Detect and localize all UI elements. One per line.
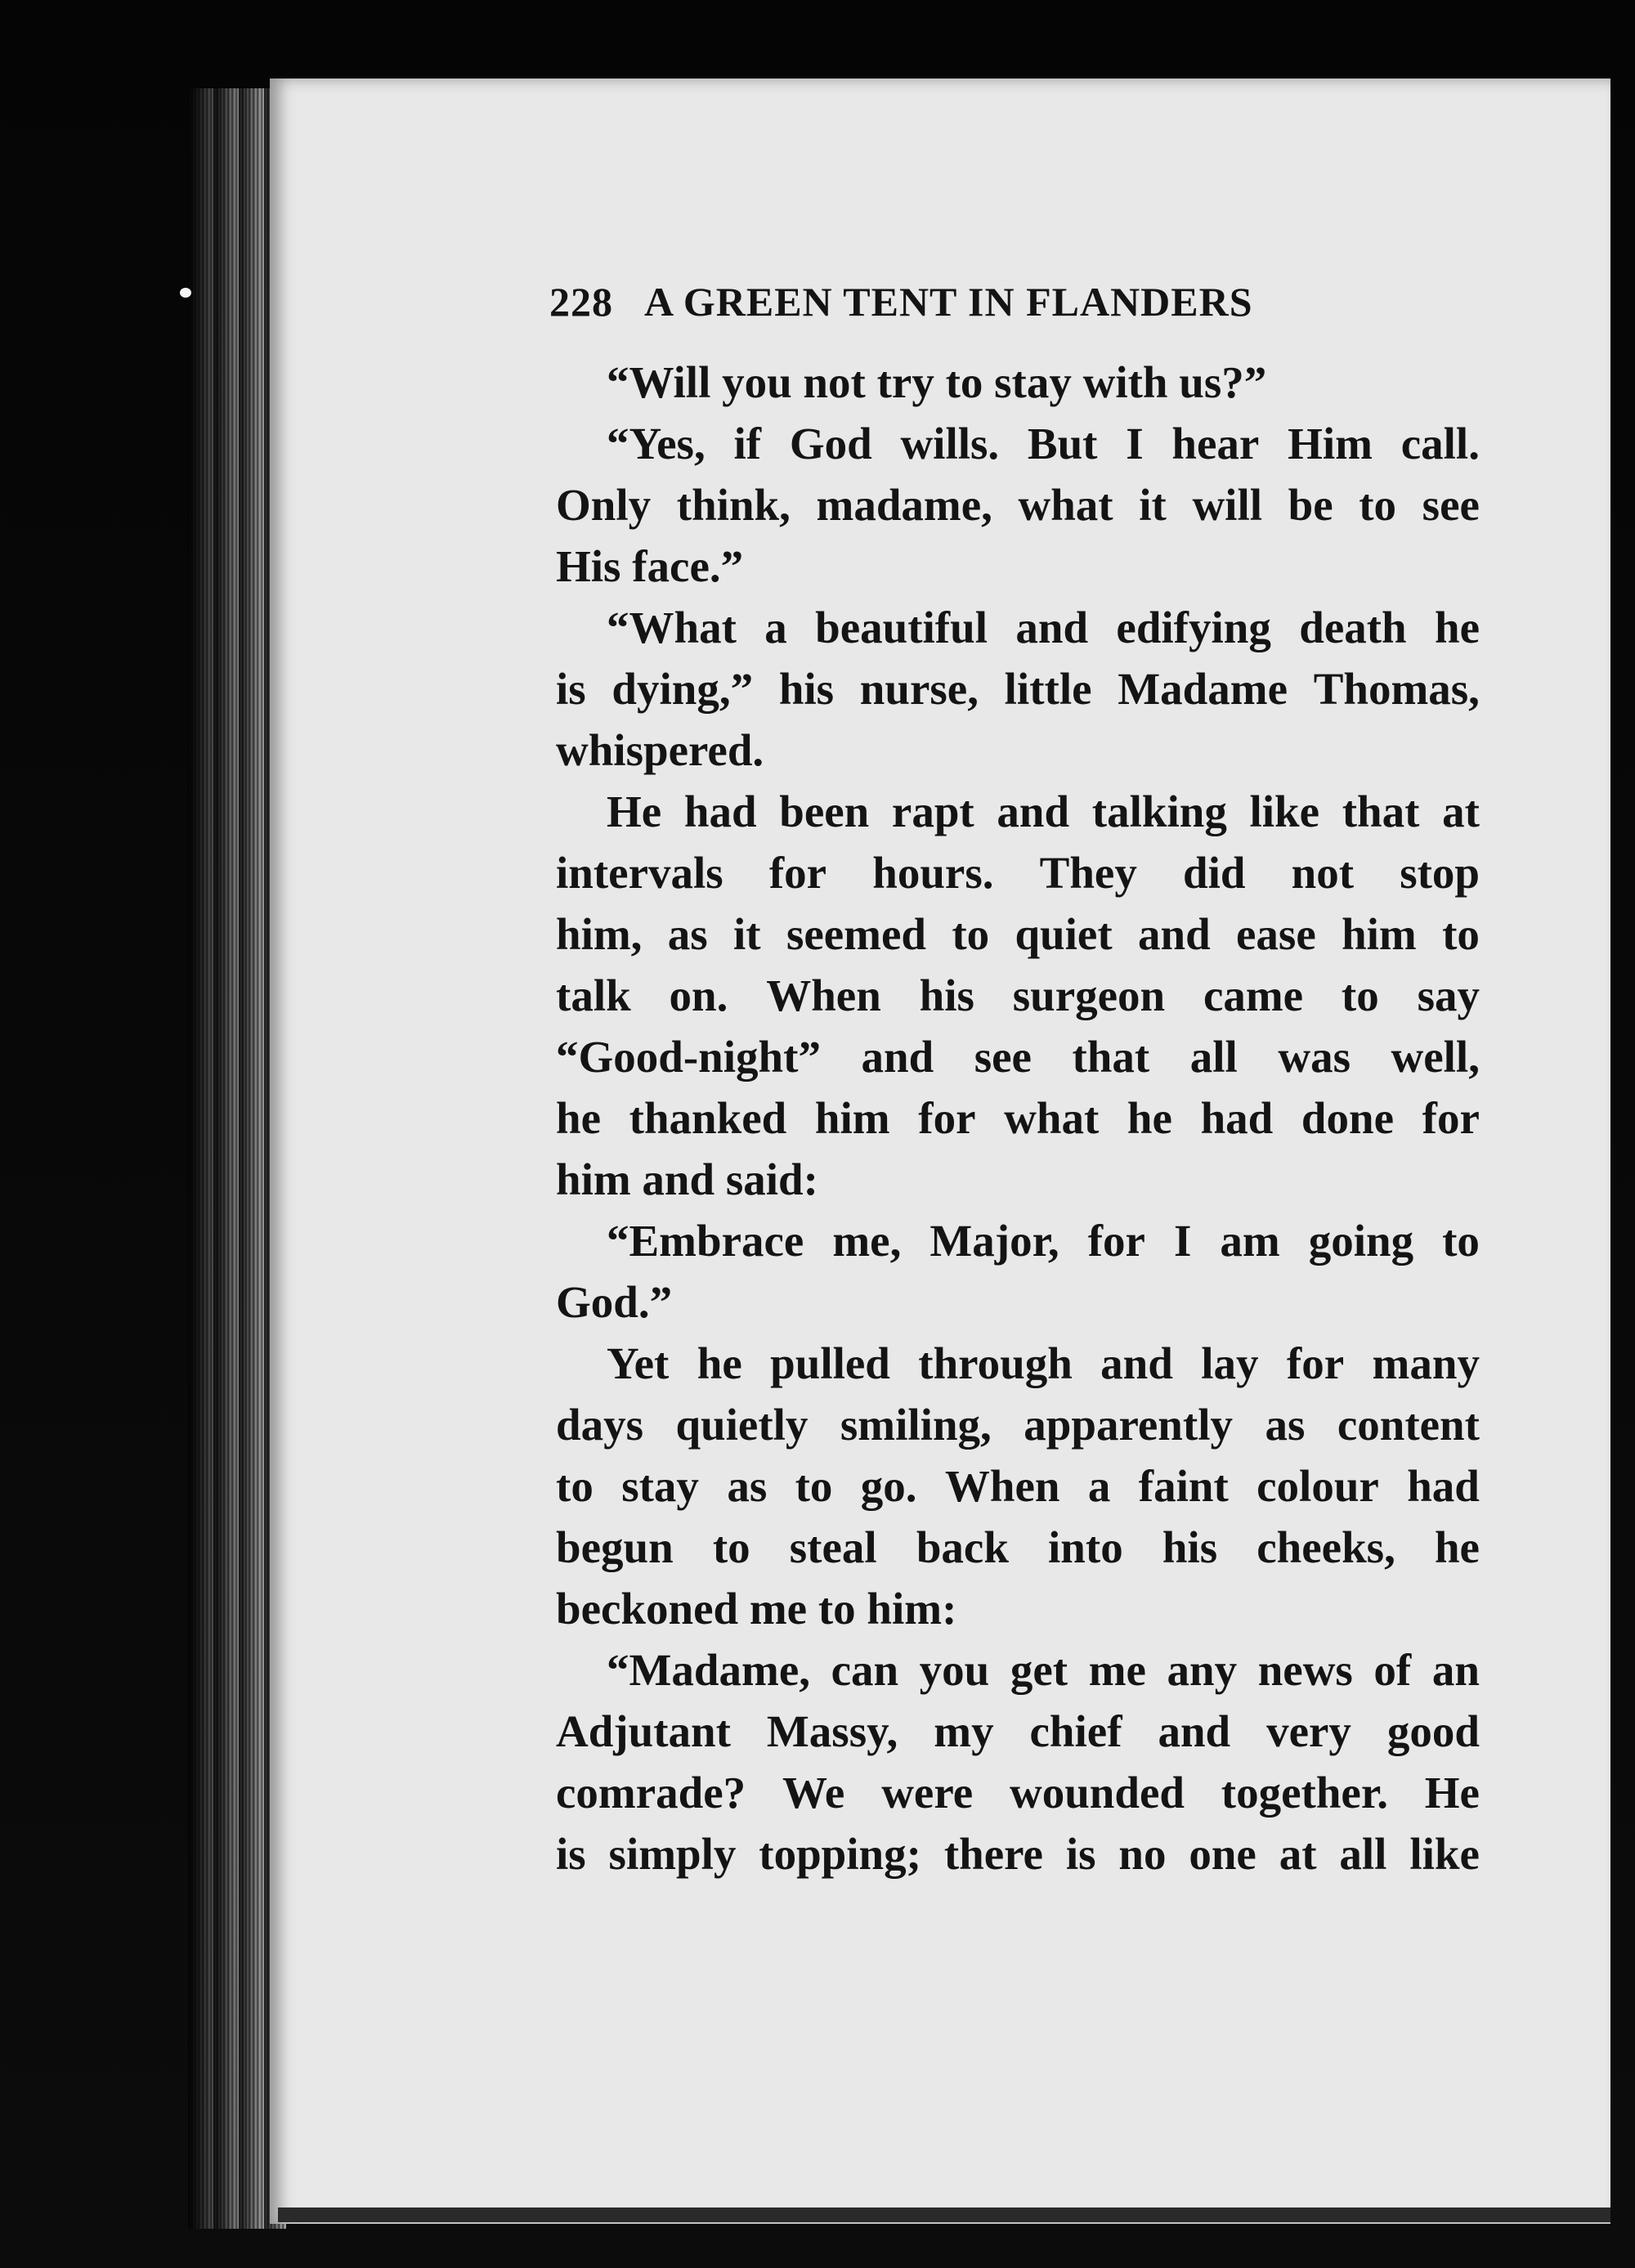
word: hours.	[872, 848, 994, 898]
word: Thomas,	[1313, 664, 1480, 714]
word: faint	[1138, 1461, 1229, 1511]
word: Yet	[607, 1338, 670, 1388]
word: to	[1442, 1216, 1480, 1266]
word: stop	[1400, 848, 1480, 898]
word: edifying	[1116, 603, 1271, 652]
word: quiet	[1015, 909, 1113, 959]
word: wills.	[900, 419, 1000, 468]
word: seemed	[786, 909, 926, 959]
word: well,	[1391, 1032, 1480, 1082]
word: Him	[1288, 419, 1373, 468]
text-line	[556, 1394, 1480, 1455]
word: it	[733, 909, 761, 959]
word: a	[1087, 1461, 1111, 1511]
word: see	[1422, 480, 1480, 530]
text-line: beckoned me to him:	[556, 1584, 957, 1634]
word: came	[1203, 970, 1304, 1020]
word: Madame	[1118, 664, 1288, 714]
word: there	[943, 1829, 1043, 1879]
word: going	[1308, 1216, 1414, 1266]
word: God	[789, 419, 872, 468]
word: lay	[1201, 1338, 1259, 1388]
word: hear	[1171, 419, 1260, 468]
word: Massy,	[766, 1706, 898, 1756]
word: and	[1137, 909, 1211, 959]
word: ease	[1236, 909, 1316, 959]
word: talking	[1091, 787, 1227, 836]
word: steal	[789, 1522, 877, 1572]
word: to	[1442, 909, 1480, 959]
word: can	[831, 1645, 899, 1695]
word: intervals	[556, 848, 723, 898]
word: They	[1039, 848, 1137, 898]
running-header	[549, 278, 1457, 325]
word: into	[1048, 1522, 1123, 1572]
word: what	[1018, 480, 1113, 530]
text-line	[556, 413, 1480, 474]
word: my	[934, 1706, 994, 1756]
text-line: His face.”	[556, 541, 744, 591]
word: for	[918, 1093, 976, 1143]
word: get	[1010, 1645, 1068, 1695]
word: Adjutant	[556, 1706, 731, 1756]
word: and	[861, 1032, 934, 1082]
word: as	[667, 909, 708, 959]
text-line	[556, 1455, 1480, 1517]
word: done	[1301, 1093, 1395, 1143]
word: good	[1386, 1706, 1480, 1756]
word: his	[919, 970, 974, 1020]
text-line: him and said:	[556, 1154, 818, 1204]
word: to	[1359, 480, 1397, 530]
word: had	[683, 787, 757, 836]
word: all	[1339, 1829, 1387, 1879]
text-line: “Will you not try to stay with us?”	[607, 357, 1267, 407]
running-title: A GREEN TENT IN FLANDERS	[644, 279, 1253, 325]
word: wounded	[1009, 1768, 1185, 1818]
word: had	[1407, 1461, 1480, 1511]
word: of	[1373, 1645, 1412, 1695]
text-line: God.”	[556, 1277, 673, 1327]
word: to	[795, 1461, 833, 1511]
text-line: whispered.	[556, 725, 764, 775]
word: was	[1278, 1032, 1351, 1082]
word: think,	[676, 480, 791, 530]
word: that	[1072, 1032, 1150, 1082]
word: not	[1291, 848, 1355, 898]
word: and	[1158, 1706, 1231, 1756]
word: smiling,	[840, 1400, 992, 1450]
word: at	[1279, 1829, 1317, 1879]
word: He	[1424, 1768, 1480, 1818]
word: all	[1189, 1032, 1238, 1082]
word: he	[697, 1338, 742, 1388]
word: as	[727, 1461, 768, 1511]
word: back	[916, 1522, 1009, 1572]
word: been	[779, 787, 870, 836]
word: his	[1162, 1522, 1218, 1572]
word: is	[1065, 1829, 1096, 1879]
word: many	[1372, 1338, 1480, 1388]
word: he	[556, 1093, 601, 1143]
word: no	[1118, 1829, 1167, 1879]
word: together.	[1221, 1768, 1388, 1818]
word: and	[1015, 603, 1089, 652]
body-text	[556, 352, 1480, 1885]
text-line	[556, 658, 1480, 719]
word: what	[1004, 1093, 1100, 1143]
word: topping;	[759, 1829, 921, 1879]
word: We	[782, 1768, 845, 1818]
word: talk	[556, 970, 631, 1020]
word: had	[1200, 1093, 1274, 1143]
word: am	[1220, 1216, 1280, 1266]
text-line	[556, 1210, 1480, 1271]
word: as	[1265, 1400, 1306, 1450]
word: I	[1126, 419, 1144, 468]
word: go.	[860, 1461, 917, 1511]
word: he	[1434, 1522, 1480, 1572]
text-line	[556, 1026, 1480, 1087]
word: him,	[556, 909, 643, 959]
word: did	[1183, 848, 1246, 898]
word: “Good-night”	[556, 1032, 821, 1082]
word: nurse,	[859, 664, 979, 714]
word: news	[1257, 1645, 1353, 1695]
word: “What	[607, 603, 737, 652]
text-line	[556, 474, 1480, 536]
text-line	[556, 842, 1480, 903]
word: Only	[556, 480, 652, 530]
text-line	[556, 1333, 1480, 1394]
text-line	[556, 781, 1480, 842]
word: colour	[1256, 1461, 1379, 1511]
word: him	[1342, 909, 1417, 959]
word: beautiful	[815, 603, 988, 652]
word: But	[1027, 419, 1098, 468]
word: dying,”	[611, 664, 754, 714]
word: He	[607, 787, 662, 836]
word: to	[556, 1461, 594, 1511]
word: be	[1288, 480, 1333, 530]
word: like	[1409, 1829, 1480, 1879]
text-line	[556, 1762, 1480, 1823]
word: and	[1100, 1338, 1173, 1388]
word: were	[881, 1768, 974, 1818]
word: for	[768, 848, 827, 898]
dust-speck	[180, 288, 191, 298]
word: cheeks,	[1256, 1522, 1395, 1572]
word: madame,	[816, 480, 992, 530]
word: call.	[1400, 419, 1480, 468]
word: to	[712, 1522, 750, 1572]
word: very	[1266, 1706, 1351, 1756]
word: comrade?	[556, 1768, 746, 1818]
word: it	[1139, 480, 1167, 530]
word: one	[1189, 1829, 1256, 1879]
word: see	[974, 1032, 1032, 1082]
word: any	[1167, 1645, 1238, 1695]
word: a	[764, 603, 787, 652]
word: content	[1337, 1400, 1480, 1450]
word: stay	[621, 1461, 699, 1511]
word: his	[778, 664, 835, 714]
text-line	[556, 1517, 1480, 1578]
word: like	[1249, 787, 1320, 836]
word: at	[1442, 787, 1480, 836]
text-line	[556, 965, 1480, 1026]
text-line	[556, 1639, 1480, 1701]
word: begun	[556, 1522, 674, 1572]
word: me	[1088, 1645, 1146, 1695]
word: chief	[1029, 1706, 1122, 1756]
word: and	[997, 787, 1070, 836]
word: “Yes,	[607, 419, 706, 468]
word: to	[1341, 970, 1379, 1020]
word: “Embrace	[607, 1216, 804, 1266]
word: thanked	[629, 1093, 787, 1143]
word: I	[1173, 1216, 1192, 1266]
text-line	[556, 1701, 1480, 1762]
word: is	[556, 664, 586, 714]
word: simply	[608, 1829, 737, 1879]
word: When	[944, 1461, 1060, 1511]
word: When	[766, 970, 881, 1020]
word: me,	[832, 1216, 902, 1266]
word: he	[1435, 603, 1480, 652]
word: little	[1004, 664, 1092, 714]
word: say	[1417, 970, 1480, 1020]
text-line	[556, 1823, 1480, 1885]
word: for	[1286, 1338, 1345, 1388]
word: pulled	[770, 1338, 890, 1388]
word: rapt	[891, 787, 974, 836]
word: on.	[669, 970, 728, 1020]
text-line	[556, 597, 1480, 658]
word: that	[1342, 787, 1420, 836]
word: Major,	[929, 1216, 1059, 1266]
word: death	[1299, 603, 1407, 652]
word: through	[918, 1338, 1073, 1388]
word: “Madame,	[607, 1645, 810, 1695]
word: for	[1087, 1216, 1145, 1266]
word: you	[919, 1645, 990, 1695]
word: quietly	[675, 1400, 809, 1450]
text-line	[556, 1087, 1480, 1149]
word: if	[733, 419, 762, 468]
word: apparently	[1024, 1400, 1233, 1450]
word: he	[1127, 1093, 1172, 1143]
page-bottom-edge	[278, 2207, 1610, 2222]
word: surgeon	[1012, 970, 1166, 1020]
word: for	[1422, 1093, 1480, 1143]
text-line	[556, 903, 1480, 965]
word: to	[952, 909, 990, 959]
page-number: 228	[549, 279, 613, 325]
word: will	[1192, 480, 1263, 530]
word: days	[556, 1400, 643, 1450]
word: is	[556, 1829, 586, 1879]
word: him	[814, 1093, 890, 1143]
word: an	[1431, 1645, 1480, 1695]
